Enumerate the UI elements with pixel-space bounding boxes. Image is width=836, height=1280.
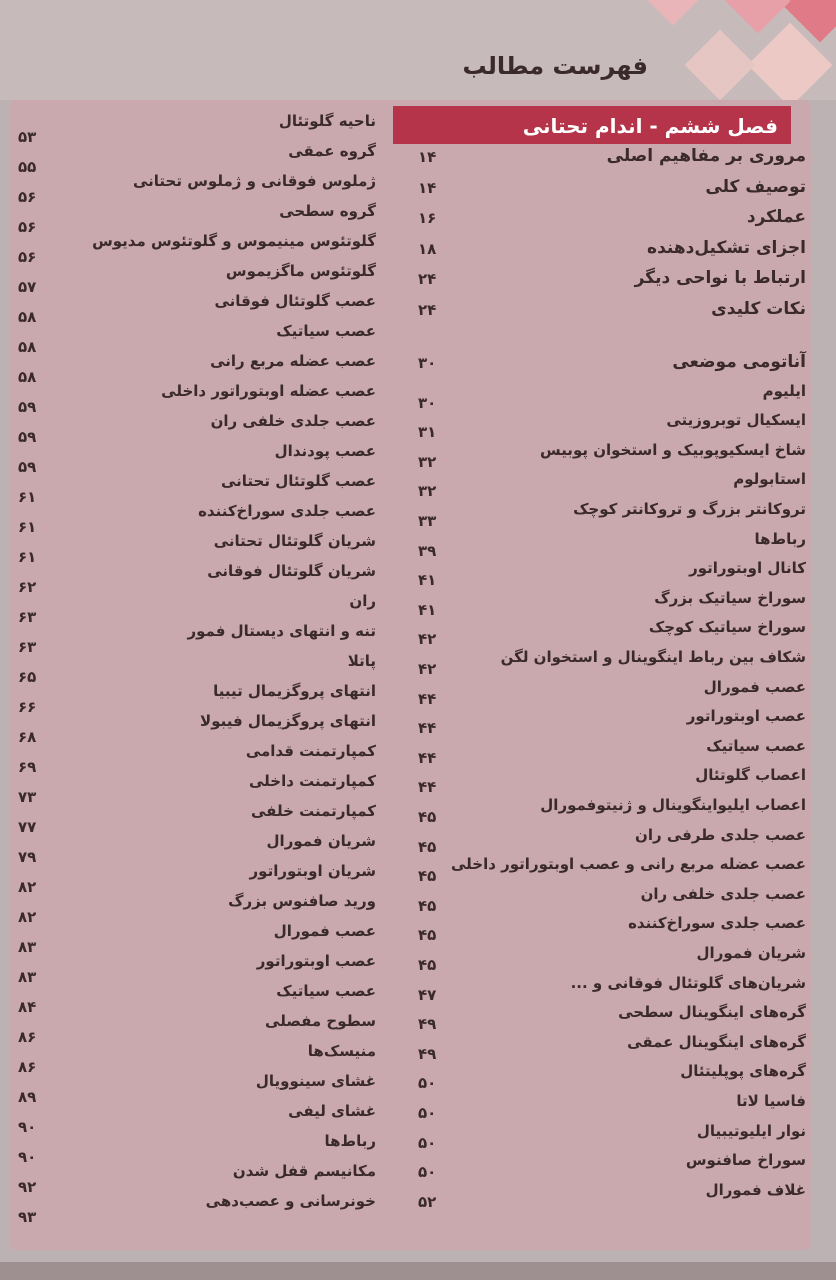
toc-entry-title: عصب جلدی سوراخ‌کننده (198, 502, 376, 520)
toc-entry-page: ۸۳ (18, 938, 37, 956)
toc-entry-page: ۷۹ (18, 848, 37, 866)
toc-entry-title: ناحیه گلوتئال (278, 112, 376, 130)
toc-entry-title: عصب گلوتئال فوقانی (214, 292, 376, 310)
toc-entry-title: تنه و انتهای دیستال فمور (187, 622, 376, 640)
toc-entry-page: ۴۹ (418, 1015, 437, 1034)
toc-entry-page: ۳۹ (418, 541, 437, 560)
toc-entry-title: شریان فمورال (266, 832, 376, 850)
toc-entry-page: ۶۱ (18, 548, 37, 566)
toc-entry-page: ۵۶ (18, 188, 37, 206)
toc-entry-title: سوراخ صافنوس (685, 1151, 806, 1170)
toc-entry-page: ۵۸ (18, 368, 37, 386)
toc-entry-page: ۵۶ (18, 248, 37, 266)
toc-entry-title: گره‌های اینگوینال عمقی (627, 1032, 806, 1051)
toc-entry-title: گروه عمقی (288, 142, 376, 160)
toc-entry-title: مروری بر مفاهیم اصلی (606, 146, 806, 166)
toc-entry-title: منیسک‌ها (307, 1042, 376, 1060)
toc-entry-page: ۸۴ (18, 998, 37, 1016)
toc-entry-page: ۵۸ (18, 308, 37, 326)
toc-entry-title: عصب عضله مربع رانی و عصب اوبتوراتور داخلی (450, 855, 806, 874)
toc-entry-page: ۸۶ (18, 1058, 37, 1076)
toc-entry-title: نکات کلیدی (711, 298, 806, 319)
toc-entry-page: ۵۲ (418, 1192, 437, 1211)
toc-entry-title: ایسکیال توبروزیتی (666, 411, 806, 430)
toc-entry-page: ۶۹ (18, 758, 37, 776)
toc-entry-page: ۶۸ (18, 728, 37, 746)
toc-entry-title: شاخ ایسکیوپوبیک و استخوان پوبیس (539, 440, 806, 459)
toc-entry-page: ۶۵ (18, 668, 37, 686)
toc-entry-title: سوراخ سیاتیک کوچک (648, 618, 806, 637)
toc-entry-page: ۱۴ (418, 178, 437, 197)
toc-entry-page: ۲۴ (418, 300, 437, 319)
toc-entry-page: ۸۹ (18, 1088, 37, 1106)
toc-entry-title: شریان فمورال (696, 944, 806, 962)
toc-entry-page: ۵۵ (18, 158, 37, 176)
toc-entry-title: عصب عضله مربع رانی (210, 352, 376, 370)
toc-entry-title: غشای لیفی (288, 1102, 376, 1120)
toc-entry-title: عصب گلوتئال تحتانی (220, 472, 376, 490)
toc-entry-page: ۳۰ (418, 354, 437, 372)
toc-entry-title: مکانیسم قفل شدن (232, 1162, 376, 1180)
toc-entry-title: انتهای پروگزیمال فیبولا (200, 712, 376, 730)
toc-entry-title: عصب سیاتیک (276, 322, 376, 340)
toc-entry-page: ۳۲ (418, 452, 437, 471)
toc-entry-page: ۳۳ (418, 512, 437, 530)
toc-entry-title: گره‌های اینگوینال سطحی (618, 1003, 806, 1022)
toc-entry-page: ۵۰ (418, 1074, 437, 1093)
toc-entry-title: رباط‌ها (754, 529, 806, 548)
toc-entry-title: عصب جلدی طرفی ران (635, 825, 806, 844)
toc-entry-page: ۷۷ (18, 818, 37, 836)
toc-entry-page: ۳۱ (418, 423, 437, 442)
toc-entry-title: عملکرد (746, 207, 806, 227)
toc-entry-page: ۹۳ (18, 1208, 37, 1226)
toc-entry-title: سوراخ سیاتیک بزرگ (654, 588, 806, 607)
toc-entry-title: ران (349, 592, 376, 610)
toc-entry-title: شریان گلوتئال تحتانی (213, 532, 376, 550)
toc-entry-page: ۵۸ (18, 338, 37, 356)
toc-entry-page: ۹۲ (18, 1178, 37, 1196)
toc-entry-page: ۸۳ (18, 968, 37, 986)
page-bottom-edge (0, 1262, 836, 1280)
toc-entry-page: ۶۳ (18, 608, 37, 626)
toc-entry-page: ۴۵ (418, 837, 437, 856)
toc-entry-page: ۵۷ (18, 278, 37, 296)
toc-entry-title: عصب سیاتیک (276, 982, 376, 1000)
toc-entry-title: عصب اوبتوراتور (256, 952, 376, 970)
toc-entry-page: ۶۱ (18, 488, 37, 506)
toc-entry-title: کمپارتمنت خلفی (251, 802, 376, 820)
toc-entry-page: ۱۶ (418, 209, 437, 227)
toc-entry-title: غشای سینوویال (255, 1072, 376, 1090)
toc-entry-page: ۴۲ (418, 660, 437, 678)
toc-entry-page: ۵۰ (418, 1163, 437, 1182)
toc-entry-title: عصب پودندال (274, 442, 376, 460)
toc-entry-page: ۶۱ (18, 518, 37, 536)
toc-entry-page: ۵۹ (18, 458, 37, 476)
toc-entry-title: شکاف بین رباط اینگوینال و استخوان لگن (500, 648, 806, 666)
toc-entry-title: عصب جلدی سوراخ‌کننده (628, 914, 806, 933)
toc-entry-page: ۵۳ (18, 128, 37, 146)
toc-entry-title: شریان اوبتوراتور (249, 862, 376, 880)
toc-entry-title: تروکانتر بزرگ و تروکانتر کوچک (573, 500, 806, 518)
toc-entry-title: اجزای تشکیل‌دهنده (647, 237, 806, 258)
toc-entry-page: ۴۴ (418, 719, 437, 738)
toc-entry-title: ایلیوم (762, 381, 806, 400)
toc-entry-page: ۸۶ (18, 1028, 37, 1046)
toc-entry-title: گره‌های پوپلیتئال (680, 1062, 806, 1081)
toc-entry-page: ۴۵ (418, 808, 437, 826)
toc-entry-page: ۷۳ (18, 788, 37, 806)
toc-entry-page: ۴۱ (418, 600, 437, 619)
toc-entry-title: نوار ایلیوتیبیال (696, 1121, 806, 1140)
toc-entry-title: فاسیا لاتا (736, 1092, 806, 1110)
toc-entry-page: ۵۹ (18, 398, 37, 416)
toc-entry-page: ۴۵ (418, 956, 437, 974)
toc-entry-title: غلاف فمورال (705, 1180, 806, 1199)
toc-entry-page: ۹۰ (18, 1118, 37, 1136)
toc-entry-title: رباط‌ها (324, 1132, 376, 1150)
toc-entry-title: اعصاب گلوتئال (695, 766, 806, 785)
toc-entry-title: اعصاب ایلیواینگوینال و ژنیتوفمورال (540, 796, 806, 814)
toc-entry-page: ۴۵ (418, 896, 437, 915)
toc-entry-title: عصب عضله اوبتوراتور داخلی (161, 382, 376, 400)
toc-entry-page: ۸۲ (18, 878, 37, 896)
toc-entry-title: پاتلا (347, 652, 376, 670)
toc-entry-title: کمپارتمنت داخلی (248, 772, 376, 790)
toc-entry-page: ۴۵ (418, 867, 437, 886)
toc-entry-title: عصب جلدی خلفی ران (640, 884, 806, 903)
toc-entry-title: عصب فمورال (703, 677, 806, 696)
toc-entry-page: ۳۰ (418, 393, 437, 412)
toc-entry-title: شریان‌های گلوتئال فوقانی و ... (570, 973, 806, 992)
toc-entry-page: ۱۸ (418, 239, 437, 258)
toc-entry-page: ۸۲ (18, 908, 37, 926)
toc-entry-page: ۵۰ (418, 1104, 437, 1122)
toc-entry-title: عصب سیاتیک (706, 736, 806, 755)
toc-entry-title: استابولوم (733, 470, 806, 489)
toc-entry-title: گلوتئوس مینیموس و گلوتئوس مدیوس (92, 232, 376, 250)
toc-entry-page: ۱۴ (418, 148, 437, 166)
toc-entry-title: ژملوس فوقانی و ژملوس تحتانی (132, 172, 376, 190)
toc-entry-page: ۴۴ (418, 689, 437, 708)
toc-entry-title: شریان گلوتئال فوقانی (207, 562, 376, 580)
toc-entry-page: ۵۹ (18, 428, 37, 446)
toc-entry-title: توصیف کلی (705, 176, 806, 197)
toc-entry-page: ۴۴ (418, 778, 437, 797)
toc-entry-page: ۵۰ (418, 1133, 437, 1152)
toc-entry-title: عصب فمورال (273, 922, 376, 940)
toc-entry-title: کانال اوبتوراتور (689, 559, 806, 578)
toc-entry-title: کمپارتمنت قدامی (245, 742, 376, 760)
page-title: فهرست مطالب (462, 52, 648, 80)
toc-entry-page: ۴۴ (418, 748, 437, 767)
toc-entry-title: آناتومی موضعی (672, 352, 806, 372)
toc-entry-title: ارتباط با نواحی دیگر (634, 268, 806, 288)
toc-entry-title: عصب جلدی خلفی ران (210, 412, 376, 430)
toc-entry-page: ۳۲ (418, 482, 437, 501)
toc-entry-page: ۴۵ (418, 926, 437, 945)
toc-entry-page: ۴۲ (418, 630, 437, 649)
toc-entry-page: ۴۱ (418, 571, 437, 590)
toc-entry-title: سطوح مفصلی (265, 1012, 376, 1030)
toc-entry-title: عصب اوبتوراتور (686, 707, 806, 726)
toc-entry-page: ۵۶ (18, 218, 37, 236)
toc-entry-page: ۶۶ (18, 698, 37, 716)
toc-entry-page: ۶۲ (18, 578, 37, 596)
toc-entry-page: ۶۳ (18, 638, 37, 656)
toc-entry-page: ۴۷ (418, 985, 437, 1004)
toc-entry-page: ۴۹ (418, 1044, 437, 1063)
toc-entry-page: ۲۴ (418, 270, 437, 288)
toc-entry-title: ورید صافنوس بزرگ (228, 892, 376, 910)
toc-entry-title: گلوتئوس ماگزیموس (225, 262, 376, 280)
chapter-title: فصل ششم - اندام تحتانی (522, 114, 778, 138)
toc-entry-title: خونرسانی و عصب‌دهی (205, 1192, 376, 1210)
toc-entry-title: گروه سطحی (279, 202, 376, 220)
toc-entry-page: ۹۰ (18, 1148, 37, 1166)
toc-entry-title: انتهای پروگزیمال تیبیا (213, 682, 376, 700)
